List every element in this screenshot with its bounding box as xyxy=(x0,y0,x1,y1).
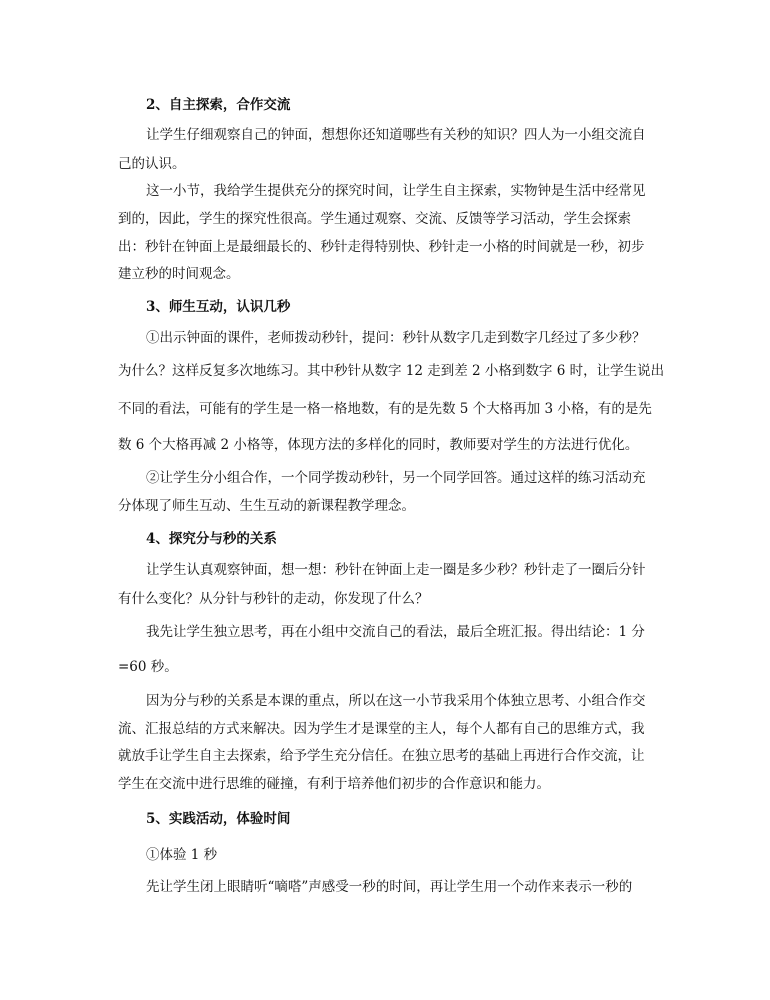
section-5-paragraph-1-line-1: 先让学生闭上眼睛听“嘀嗒”声感受一秒的时间，再让学生用一个动作来表示一秒的 xyxy=(146,879,633,895)
section-4-paragraph-3-line-1: 因为分与秒的关系是本课的重点，所以在这一小节我采用个体独立思考、小组合作交 xyxy=(146,693,646,709)
section-5-heading: 5、实践活动，体验时间 xyxy=(146,811,291,827)
section-3-paragraph-1-line-1: ①出示钟面的课件，老师拨动秒针，提问：秒针从数字几走到数字几经过了多少秒？ xyxy=(146,330,646,346)
section-2-paragraph-2-line-2: 到的，因此，学生的探究性很高。学生通过观察、交流、反馈等学习活动，学生会探索 xyxy=(118,211,631,227)
section-3-paragraph-1-line-2: 为什么？这样反复多次地练习。其中秒针从数字 12 走到差 2 小格到数字 6 时，让学生说出 xyxy=(118,363,665,379)
section-2-heading: 2、自主探索，合作交流 xyxy=(146,97,291,113)
section-4-paragraph-3-line-4: 学生在交流中进行思维的碰撞，有利于培养他们初步的合作意识和能力。 xyxy=(118,776,550,792)
section-4-paragraph-1-line-1: 让学生认真观察钟面，想一想：秒针在钟面上走一圈是多少秒？秒针走了一圈后分针 xyxy=(146,562,646,578)
section-2-paragraph-2-line-3: 出：秒针在钟面上是最细最长的、秒针走得特别快、秒针走一小格的时间就是一秒，初步 xyxy=(118,239,645,255)
section-4-paragraph-2-line-2: =60 秒。 xyxy=(118,659,178,675)
section-5-subheading: ①体验 1 秒 xyxy=(146,847,218,863)
section-3-paragraph-1-line-4: 数 6 个大格再减 2 小格等，体现方法的多样化的同时，教师要对学生的方法进行优化。 xyxy=(118,437,639,453)
section-2-paragraph-2-line-1: 这一小节，我给学生提供充分的探究时间，让学生自主探索，实物钟是生活中经常见 xyxy=(146,183,646,199)
section-2-paragraph-2-line-4: 建立秒的时间观念。 xyxy=(118,266,240,282)
section-3-paragraph-2-line-2: 分体现了师生互动、生生互动的新课程教学理念。 xyxy=(118,498,415,514)
section-4-paragraph-3-line-3: 就放手让学生自主去探索，给予学生充分信任。在独立思考的基础上再进行合作交流，让 xyxy=(118,748,645,764)
section-3-paragraph-2-line-1: ②让学生分小组合作，一个同学拨动秒针，另一个同学回答。通过这样的练习活动充 xyxy=(146,470,646,486)
section-2-paragraph-1-line-1: 让学生仔细观察自己的钟面，想想你还知道哪些有关秒的知识？四人为一小组交流自 xyxy=(146,127,646,143)
section-4-paragraph-1-line-2: 有什么变化？从分针与秒针的走动，你发现了什么？ xyxy=(118,591,429,607)
section-3-paragraph-1-line-3: 不同的看法，可能有的学生是一格一格地数，有的是先数 5 个大格再加 3 小格，有的是先 xyxy=(118,401,652,417)
section-4-heading: 4、探究分与秒的关系 xyxy=(146,531,277,547)
section-2-paragraph-1-line-2: 己的认识。 xyxy=(118,156,186,172)
section-3-heading: 3、师生互动，认识几秒 xyxy=(146,299,291,315)
section-4-paragraph-2-line-1: 我先让学生独立思考，再在小组中交流自己的看法，最后全班汇报。得出结论：1 分 xyxy=(146,624,645,640)
section-4-paragraph-3-line-2: 流、汇报总结的方式来解决。因为学生才是课堂的主人，每个人都有自己的思维方式，我 xyxy=(118,721,645,737)
